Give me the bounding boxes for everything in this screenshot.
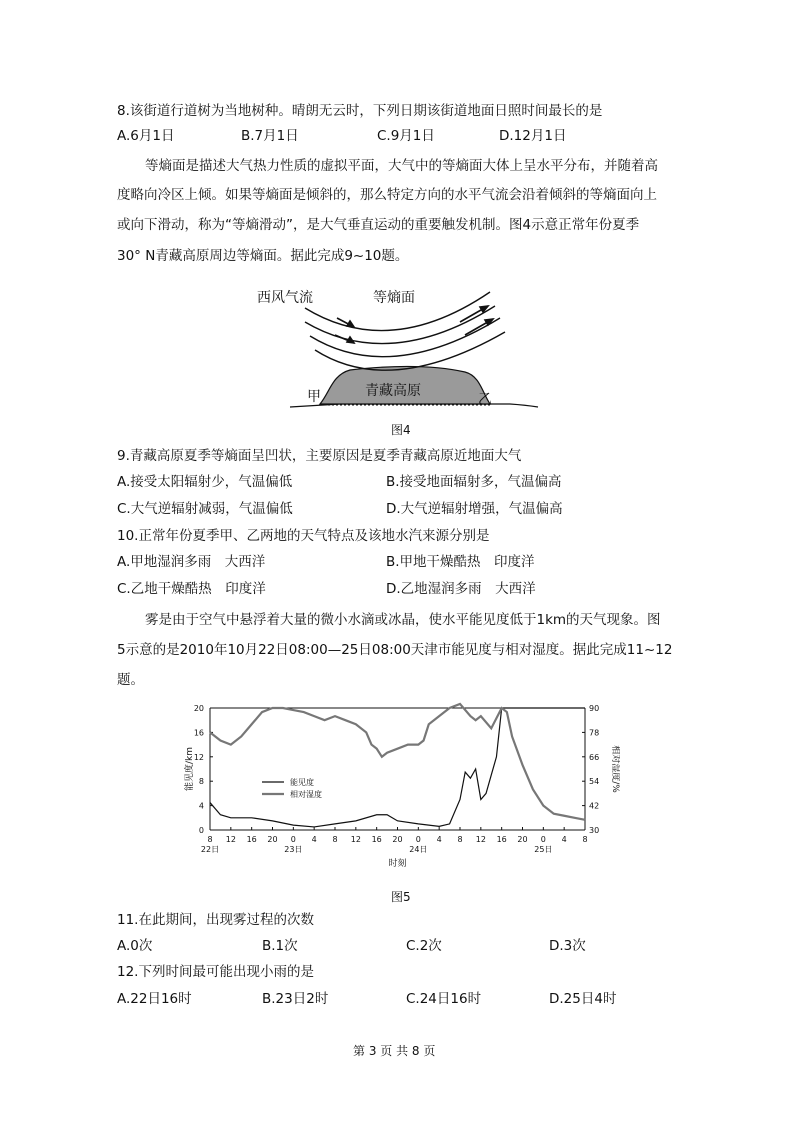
day-label: 22日 — [200, 845, 220, 854]
q8-option-d: D.12月1日 — [499, 128, 567, 144]
y-tick-label-left: 20 — [193, 704, 204, 713]
x-tick-label: 8 — [582, 835, 588, 844]
passage1-line: 等熵面是描述大气热力性质的虚拟平面，大气中的等熵面大体上呈水平分布，并随着高 — [145, 158, 658, 174]
x-tick-label: 4 — [311, 835, 317, 844]
figure4-caption: 图4 — [391, 423, 411, 437]
q11-option-c: C.2次 — [406, 938, 442, 954]
legend-humidity-label: 相对湿度 — [290, 790, 322, 799]
x-tick-label: 12 — [350, 835, 361, 844]
x-tick-label: 20 — [517, 835, 528, 844]
x-tick-label: 12 — [225, 835, 236, 844]
q12-option-b: B.23日2时 — [262, 991, 329, 1007]
passage1-line: 30° N青藏高原周边等熵面。据此完成9~10题。 — [117, 248, 409, 264]
x-axis-title: 时刻 — [388, 859, 407, 869]
x-tick-label: 12 — [475, 835, 486, 844]
y-tick-label-right: 90 — [589, 704, 600, 713]
q10-stem: 10.正常年份夏季甲、乙两地的天气特点及该地水汽来源分别是 — [117, 528, 490, 544]
y-axis-title-left: 能见度/km — [185, 746, 195, 792]
q9-option-b: B.接受地面辐射多，气温偏高 — [386, 474, 562, 490]
passage2-line: 5示意的是2010年10月22日08:00—25日08:00天津市能见度与相对湿度。据此完成11~12 — [117, 642, 673, 658]
q12-option-a: A.22日16时 — [117, 991, 192, 1007]
q8-option-c: C.9月1日 — [377, 128, 435, 144]
y-tick-label-right: 54 — [589, 777, 600, 787]
figure4-diagram — [250, 280, 550, 410]
q12-stem: 12.下列时间最可能出现小雨的是 — [117, 964, 314, 980]
label-jia: 甲 — [307, 389, 321, 405]
y-tick-label-right: 30 — [589, 826, 600, 835]
passage2-line: 雾是由于空气中悬浮着大量的微小水滴或冰晶，使水平能见度低于1km的天气现象。图 — [145, 612, 661, 628]
x-tick-label: 8 — [457, 835, 463, 844]
page-footer: 第 3 页 共 8 页 — [353, 1044, 436, 1058]
y-tick-label-right: 78 — [589, 728, 600, 738]
q10-option-c: C.乙地干燥酷热 印度洋 — [117, 581, 266, 597]
q11-stem: 11.在此期间，出现雾过程的次数 — [117, 912, 314, 928]
x-tick-label: 20 — [267, 835, 278, 844]
q11-option-a: A.0次 — [117, 938, 153, 954]
q11-option-d: D.3次 — [549, 938, 586, 954]
label-isentrope: 等熵面 — [373, 290, 415, 306]
q8-option-b: B.7月1日 — [241, 128, 299, 144]
y-tick-label-right: 66 — [589, 752, 600, 762]
label-yi: 乙 — [478, 392, 492, 408]
y-tick-label-left: 0 — [198, 826, 204, 835]
figure5-caption: 图5 — [391, 890, 411, 904]
passage1-line: 度略向冷区上倾。如果等熵面是倾斜的，那么特定方向的水平气流会沿着倾斜的等熵面向上 — [117, 187, 657, 203]
y-tick-label-left: 8 — [198, 777, 204, 787]
day-label: 25日 — [534, 845, 553, 854]
q9-option-a: A.接受太阳辐射少，气温偏低 — [117, 474, 293, 490]
q11-option-b: B.1次 — [262, 938, 298, 954]
passage1-line: 或向下滑动，称为“等熵滑动”，是大气垂直运动的重要触发机制。图4示意正常年份夏季 — [117, 217, 640, 233]
x-tick-label: 20 — [392, 835, 403, 844]
y-tick-label-left: 4 — [198, 801, 204, 811]
q8-stem: 8.该街道行道树为当地树种。晴朗无云时，下列日期该街道地面日照时间最长的是 — [117, 103, 603, 119]
x-tick-label: 0 — [540, 835, 546, 844]
x-tick-label: 16 — [246, 835, 257, 844]
x-tick-label: 16 — [496, 835, 507, 844]
y-tick-label-left: 16 — [193, 728, 204, 738]
q9-option-d: D.大气逆辐射增强，气温偏高 — [386, 501, 563, 517]
x-tick-label: 8 — [332, 835, 338, 844]
q12-option-d: D.25日4时 — [549, 991, 617, 1007]
day-label: 24日 — [409, 845, 428, 854]
y-axis-title-right: 相对湿度/% — [610, 745, 620, 793]
legend-visibility-label: 能见度 — [290, 778, 314, 787]
x-tick-label: 4 — [436, 835, 442, 844]
label-plateau: 青藏高原 — [365, 383, 421, 399]
series-humidity-line — [210, 704, 585, 820]
q10-option-d: D.乙地湿润多雨 大西洋 — [386, 581, 536, 597]
x-tick-label: 8 — [207, 835, 213, 844]
q8-option-a: A.6月1日 — [117, 128, 175, 144]
x-tick-label: 16 — [371, 835, 382, 844]
q10-option-b: B.甲地干燥酷热 印度洋 — [386, 554, 535, 570]
series-visibility-line — [210, 708, 585, 827]
passage2-line: 题。 — [117, 672, 144, 688]
x-tick-label: 4 — [561, 835, 567, 844]
x-tick-label: 0 — [290, 835, 296, 844]
x-tick-label: 0 — [415, 835, 421, 844]
q9-option-c: C.大气逆辐射减弱，气温偏低 — [117, 501, 293, 517]
label-westerly: 西风气流 — [257, 290, 313, 306]
q9-stem: 9.青藏高原夏季等熵面呈凹状，主要原因是夏季青藏高原近地面大气 — [117, 448, 522, 464]
q10-option-a: A.甲地湿润多雨 大西洋 — [117, 554, 266, 570]
q12-option-c: C.24日16时 — [406, 991, 482, 1007]
y-tick-label-left: 12 — [193, 752, 204, 762]
isentrope-line — [305, 306, 495, 344]
y-tick-label-right: 42 — [589, 801, 600, 811]
figure5-chart — [180, 700, 620, 875]
day-label: 23日 — [284, 845, 303, 854]
